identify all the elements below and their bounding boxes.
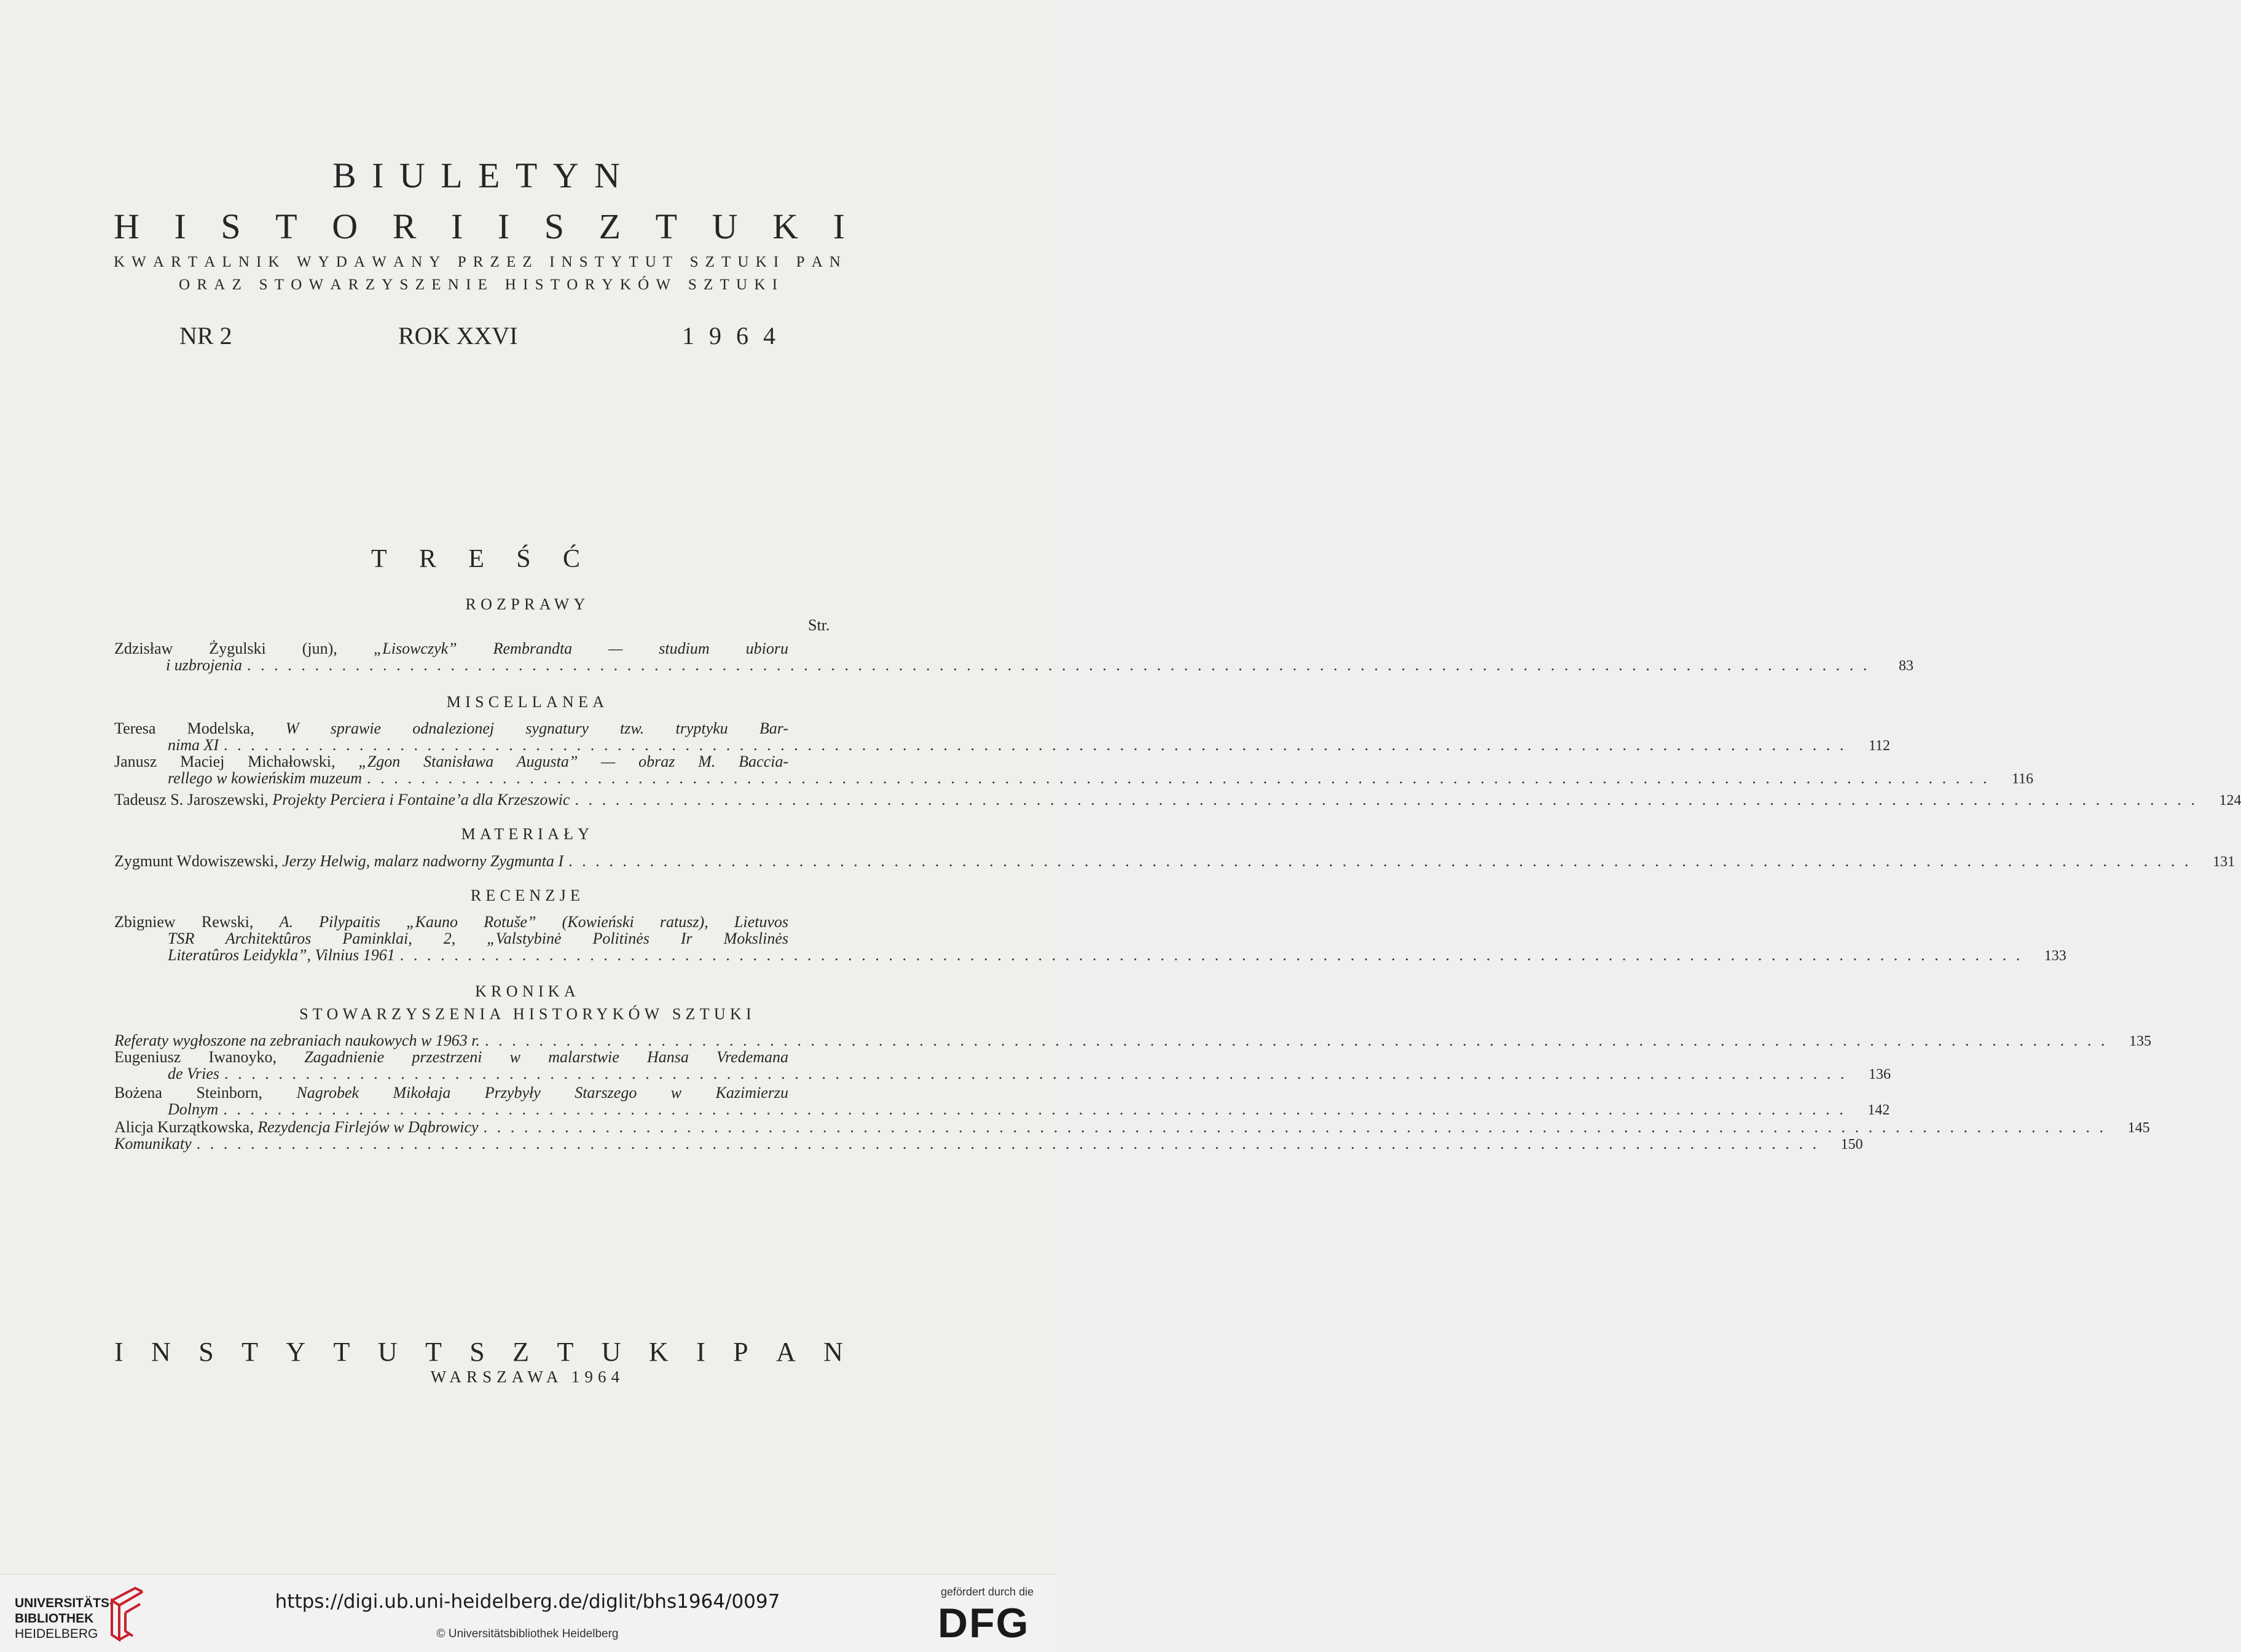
letter: T [629, 254, 638, 270]
foot1-letter: T [557, 1337, 574, 1367]
t1-letter: E [478, 155, 500, 195]
toc-author: Teresa Modelska, [114, 719, 254, 737]
funded-by-label: gefördert durch die [941, 1586, 1034, 1598]
letter: Y [602, 276, 613, 293]
letter: Z [365, 276, 375, 293]
toc-page-number: 145 [2127, 1120, 2150, 1136]
letter: A [354, 254, 366, 270]
toc-page-number: 112 [1868, 738, 1891, 754]
foot1-letter: S [469, 1337, 485, 1367]
toc-title: Nagrobek Mikołaja Przybyły Starszego w Kazimierzu [296, 1084, 789, 1102]
library-name-line1: UNIVERSITÄTS- [15, 1596, 114, 1610]
journal-subtitle-line1 [114, 254, 841, 271]
toc-title: Zagadnienie przestrzeni w malarstwie Hansa Vredemana [304, 1048, 789, 1066]
toc-entry-line [114, 791, 2241, 808]
toc-title: „Zgon Stanisława Augusta” — obraz M. Baccia- [358, 753, 789, 770]
toc-entry-line [114, 1135, 1863, 1153]
letter: N [238, 254, 249, 270]
toc-author: Eugeniusz Iwanoyko, [114, 1048, 277, 1066]
document-url-link[interactable]: https://digi.ub.uni-heidelberg.de/diglit/bhs1964/0097 [275, 1591, 780, 1613]
toc-entry-line [114, 1049, 788, 1065]
toc-entry [114, 719, 1891, 754]
tresc-letter: T [371, 545, 387, 573]
letter: Ó [638, 276, 650, 293]
foot1-letter: U [377, 1337, 398, 1367]
word-gap [679, 254, 683, 271]
section-kronika: KRONIKA [475, 982, 580, 1000]
t1-letter: Y [552, 155, 579, 195]
word-gap [494, 276, 498, 294]
foot1-letter: T [241, 1337, 258, 1367]
t1-letter: B [332, 155, 356, 195]
toc-entry [114, 1048, 1891, 1082]
toc-entry [114, 753, 2034, 787]
year-letter: 9 [709, 322, 721, 350]
t2-letter: I [174, 206, 186, 246]
toc-entry-text [114, 791, 570, 808]
toc-leader: ........................................................................................................................ [224, 1065, 1854, 1082]
letter: Z [415, 276, 425, 293]
letter: K [755, 254, 767, 270]
t1-letter: N [594, 155, 620, 195]
toc-page-number: 135 [2129, 1033, 2152, 1049]
t2-letter: H [114, 206, 139, 246]
toc-entry-line [114, 736, 1891, 754]
toc-page-number: 124 [2219, 793, 2241, 808]
letter: D [336, 254, 347, 270]
word-gap [248, 276, 252, 294]
letter: Y [611, 254, 622, 270]
foot1-letter: Y [286, 1337, 306, 1367]
subtitle2-spread [179, 276, 777, 294]
issue-number: NR 2 [179, 322, 232, 350]
tresc-letter: R [418, 545, 436, 573]
journal-title-line2 [114, 206, 845, 246]
toc-author: Zygmunt Wdowiszewski, [114, 852, 278, 870]
toc-entry-line [114, 753, 788, 770]
letter: Z [232, 276, 241, 293]
word-gap [539, 254, 543, 271]
letter: Z [522, 254, 532, 270]
toc-entry-line [114, 1032, 2152, 1049]
toc-page-number: 131 [2213, 854, 2235, 870]
toc-leader: ........................................................................................................................ [367, 769, 1997, 787]
toc-author: Bożena Steinborn, [114, 1084, 263, 1102]
letter: K [268, 254, 280, 270]
t2-letter: I [450, 206, 463, 246]
issue-year [682, 321, 775, 350]
toc-title: Komunikaty [114, 1135, 192, 1153]
letter: W [308, 276, 324, 293]
letter: K [754, 276, 766, 293]
letter: W [131, 254, 146, 270]
t2-letter: I [833, 206, 845, 246]
journal-title-line1 [332, 155, 620, 195]
letter: I [773, 254, 779, 270]
t2-letter: T [275, 206, 297, 246]
letter: E [431, 276, 441, 293]
letter: T [721, 254, 731, 270]
letter: I [772, 276, 777, 293]
foot1-letter: K [648, 1337, 669, 1367]
foot1-letter: P [733, 1337, 748, 1367]
foot1-letter: I [114, 1337, 124, 1367]
toc-leader: ........................................................................................................................ [223, 1100, 1853, 1118]
toc-entry-line [114, 640, 788, 657]
letter: U [736, 276, 748, 293]
toc-author: Janusz Maciej Michałowski, [114, 753, 336, 770]
foot1-letter: U [601, 1337, 621, 1367]
t1-letter: T [515, 155, 538, 195]
foot1-letter: Z [512, 1337, 530, 1367]
toc-title: i uzbrojenia [166, 656, 242, 674]
toc-leader: ........................................................................................................................ [224, 736, 1854, 754]
copyright-notice: © Universitätsbibliothek Heidelberg [436, 1627, 619, 1640]
letter: S [579, 254, 588, 270]
toc-author: Zdzisław Żygulski (jun), [114, 640, 337, 657]
toc-entry [114, 852, 2235, 870]
word-gap [785, 254, 789, 271]
toc-entry [114, 1118, 2150, 1136]
letter: Z [490, 254, 500, 270]
letter: N [561, 254, 573, 270]
toc-leader: ........................................................................................................................ [575, 791, 2205, 808]
letter: S [399, 276, 409, 293]
letter: U [737, 254, 749, 270]
toc-title: Dolnym [168, 1100, 219, 1118]
dfg-logo-text: DFG [938, 1600, 1030, 1646]
toc-entry [114, 791, 2241, 808]
toc-page-number: 83 [1898, 658, 1913, 674]
tresc-letter: E [468, 545, 484, 573]
letter: L [222, 254, 232, 270]
section-kronika-subtitle: STOWARZYSZENIA HISTORYKÓW SZTUKI [299, 1005, 756, 1023]
contents-heading [371, 544, 580, 574]
toc-leader: ........................................................................................................................ [399, 946, 2030, 964]
library-name-line2: BIBLIOTHEK [15, 1611, 94, 1626]
toc-entry-text [114, 853, 563, 869]
toc-author: Zbigniew Rewski, [114, 913, 254, 931]
toc-entry-line [114, 1118, 2150, 1136]
publisher-name [114, 1336, 843, 1368]
year-letter: 4 [763, 322, 775, 350]
toc-leader: ........................................................................................................................ [246, 656, 1877, 674]
t1-letter: U [399, 155, 425, 195]
toc-entry-line [114, 946, 2066, 964]
t1-letter: I [372, 155, 384, 195]
page-column-label: Str. [808, 616, 830, 634]
year-letter: 1 [682, 322, 694, 350]
toc-title: Rezydencja Firlejów w Dąbrowicy [257, 1118, 479, 1136]
letter: O [567, 276, 578, 293]
foot1-letter: T [333, 1337, 350, 1367]
section-miscellanea: MISCELLANEA [446, 693, 609, 711]
toc-entry [114, 1084, 1890, 1118]
dfg-logo-icon[interactable] [938, 1600, 1041, 1646]
letter: K [114, 254, 125, 270]
letter: R [473, 254, 484, 270]
toc-entry-line [114, 852, 2235, 870]
letter: E [477, 276, 487, 293]
letter: R [171, 254, 181, 270]
letter: Z [705, 254, 715, 270]
toc-title: TSR Architektûros Paminklai, 2, „Valstybinė Politinės Ir Mokslinės [168, 930, 788, 947]
t1-letter: L [441, 155, 463, 195]
t2-letter: S [544, 206, 565, 246]
letter: P [796, 254, 805, 270]
toc-leader: ........................................................................................................................ [483, 1118, 2113, 1136]
letter: I [256, 254, 262, 270]
letter: O [291, 276, 302, 293]
toc-entry-line [114, 1084, 788, 1101]
section-materialy: MATERIAŁY [461, 825, 594, 843]
toc-page-number: 133 [2044, 948, 2066, 964]
letter: S [689, 254, 699, 270]
tresc-letter: Ć [562, 545, 580, 573]
tresc-letter: Ś [516, 545, 531, 573]
toc-entry [114, 1032, 2152, 1049]
foot1-letter: A [775, 1337, 796, 1367]
toc-leader: ........................................................................................................................ [568, 852, 2199, 870]
letter: W [372, 254, 387, 270]
toc-title: Projekty Perciera i Fontaine’a dla Krzeszowic [272, 791, 570, 808]
journal-subtitle-line2 [179, 276, 777, 294]
toc-entry-line [114, 656, 1913, 674]
foot1-letter: T [425, 1337, 442, 1367]
toc-leader: ........................................................................................................................ [485, 1032, 2115, 1049]
letter: T [187, 254, 198, 270]
toc-title: W sprawie odnalezionej sygnatury tzw. tryptyku Bar- [285, 719, 788, 737]
t2-letter: I [497, 206, 510, 246]
letter: Z [703, 276, 713, 293]
word-gap [286, 254, 290, 271]
toc-entry-line [114, 1065, 1891, 1082]
t2-letter: Z [599, 206, 621, 246]
letter: Y [429, 254, 441, 270]
foot1-letter: S [198, 1337, 214, 1367]
letter: R [584, 276, 595, 293]
letter: K [619, 276, 631, 293]
toc-author: Tadeusz S. Jaroszewski, [114, 791, 269, 808]
letter: U [645, 254, 656, 270]
letter: Y [318, 254, 329, 270]
toc-title: „Lisowczyk” Rembrandta — studium ubioru [373, 640, 788, 657]
letter: Y [382, 276, 393, 293]
toc-title: de Vries [168, 1065, 219, 1082]
letter: A [204, 254, 216, 270]
toc-author: Alicja Kurzątkowska, [114, 1118, 254, 1136]
toc-entry [114, 1135, 1863, 1153]
subtitle1-spread [114, 254, 841, 271]
letter: N [411, 254, 423, 270]
letter: T [662, 254, 673, 270]
letter: I [466, 276, 471, 293]
t2-letter: U [712, 206, 738, 246]
t2-letter: K [772, 206, 799, 246]
toc-title: Referaty wygłoszone na zebraniach naukowych w 1963 r. [114, 1032, 481, 1049]
letter: O [179, 276, 190, 293]
library-name-line3: HEIDELBERG [15, 1627, 98, 1641]
letter: E [506, 254, 516, 270]
letter: R [197, 276, 207, 293]
toc-title: Literatûros Leidykla”, Vilnius 1961 [168, 946, 395, 964]
toc-page-number: 116 [2011, 771, 2034, 787]
word-gap [447, 254, 450, 271]
letter: W [656, 276, 671, 293]
t2-letter: T [655, 206, 678, 246]
year-letter: 6 [736, 322, 748, 350]
letter: A [214, 276, 226, 293]
letter: A [811, 254, 823, 270]
toc-title: Jerzy Helwig, malarz nadworny Zygmunta I [282, 852, 564, 870]
toc-entry-line [114, 930, 788, 947]
letter: I [549, 254, 555, 270]
toc-entry-line [114, 914, 788, 930]
t2-letter: S [221, 206, 241, 246]
foot1-letter: I [696, 1337, 705, 1367]
toc-entry-line [114, 1100, 1890, 1118]
letter: A [330, 276, 342, 293]
letter: R [348, 276, 359, 293]
toc-entry [114, 640, 1913, 674]
toc-title: nima XI [168, 736, 219, 754]
toc-title: A. Pilypaitis „Kauno Rotuše” (Kowieński ratusz), Lietuvos [279, 913, 788, 931]
letter: A [152, 254, 164, 270]
foot1-letter: N [151, 1337, 171, 1367]
section-recenzje: RECENZJE [470, 887, 585, 904]
toc-entry-line [114, 720, 788, 737]
letter: N [447, 276, 459, 293]
word-gap [677, 276, 681, 294]
toc-page-number: 136 [1869, 1067, 1891, 1082]
viewer-footer-bar [0, 1574, 1055, 1652]
letter: T [594, 254, 605, 270]
letter: H [504, 276, 516, 293]
letter: I [523, 276, 528, 293]
t2-letter: O [332, 206, 358, 246]
letter: T [274, 276, 285, 293]
letter: T [720, 276, 729, 293]
toc-title: rellego w kowieńskim muzeum [168, 769, 363, 787]
letter: W [296, 254, 312, 270]
letter: A [393, 254, 404, 270]
letter: T [550, 276, 560, 293]
toc-page-number: 150 [1840, 1137, 1863, 1153]
letter: P [457, 254, 466, 270]
toc-entry-line [114, 769, 2034, 787]
t2-letter: R [392, 206, 417, 246]
letter: S [688, 276, 697, 293]
toc-entry [114, 913, 2066, 964]
toc-leader: ........................................................................................................................ [196, 1135, 1826, 1153]
section-rozprawy: ROZPRAWY [465, 595, 590, 613]
toc-entry-text [114, 1119, 479, 1135]
issue-volume: ROK XXVI [398, 322, 518, 350]
letter: S [259, 276, 268, 293]
toc-page-number: 142 [1867, 1102, 1890, 1118]
publisher-place-year: WARSZAWA 1964 [430, 1368, 625, 1386]
letter: S [535, 276, 544, 293]
letter: N [829, 254, 841, 270]
foot1-letter: N [823, 1337, 843, 1367]
